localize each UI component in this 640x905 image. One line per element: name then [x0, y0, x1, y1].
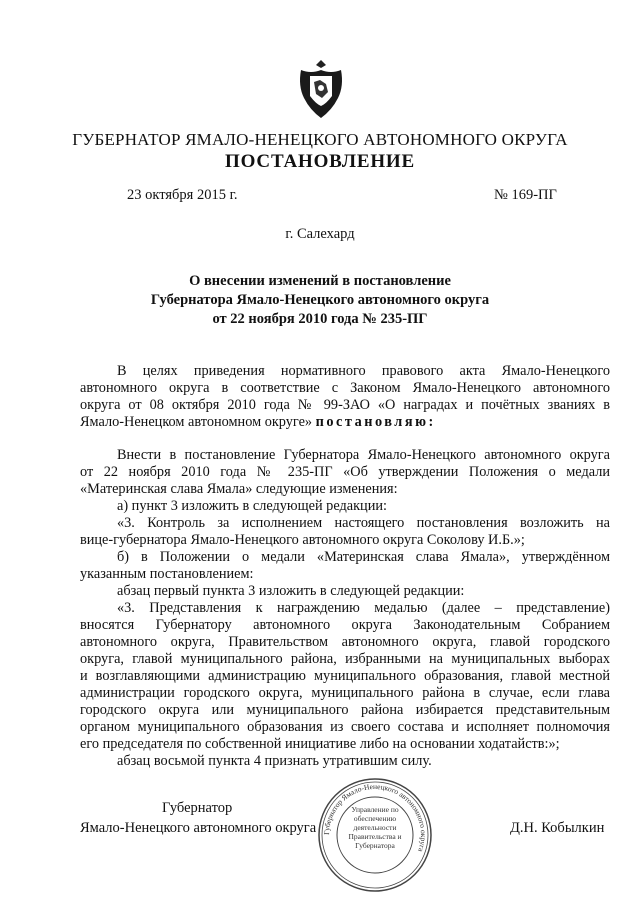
governor-title: ГУБЕРНАТОР ЯМАЛО-НЕНЕЦКОГО АВТОНОМНОГО ОКРУГА — [72, 130, 568, 149]
body-line: «3. Контроль за исполнением настоящего постановления возложить на — [117, 515, 610, 531]
body-line: Внести в постановление Губернатора Ямало-Ненецкого автономного округа — [117, 447, 610, 463]
stamp-ring-text: Губернатор Ямало-Ненецкого автономного округа — [321, 781, 429, 854]
body-line: автономного округа, Правительством автономного округа, главой городского — [80, 634, 610, 650]
body-line: и возглавляющими администрацию муниципального образования, главой местной — [80, 668, 610, 684]
document-type: ПОСТАНОВЛЕНИЕ — [225, 151, 415, 172]
document-subject — [0, 272, 640, 329]
resolution-word: постановляю: — [315, 414, 436, 430]
stamp-inner-text: Управление по обеспечению деятельности Правительства и Губернатора — [348, 805, 402, 850]
body-line: абзац восьмой пункта 4 признать утратившим силу. — [117, 753, 432, 769]
subject-line: от 22 ноября 2010 года № 235-ПГ — [212, 311, 428, 327]
preamble-line — [80, 414, 610, 431]
preamble-line: автономного округа в соответствие с Законом Ямало-Ненецкого автономного — [80, 380, 610, 396]
body-line: органом муниципального образования из своего состава и исполняет полномочия — [80, 719, 610, 735]
coat-of-arms-icon — [296, 58, 346, 120]
document-city: г. Салехард — [285, 226, 355, 242]
preamble-text: Ямало-Ненецком автономном округе» — [80, 414, 313, 430]
body-line: городского округа или муниципального района избирается представительным — [80, 702, 610, 718]
body-line: от 22 ноября 2010 года № 235-ПГ «Об утверждении Положения о медали — [80, 464, 610, 480]
document-date: 23 октября 2015 г. — [127, 187, 238, 203]
body-line: а) пункт 3 изложить в следующей редакции: — [117, 498, 387, 514]
body-line: «3. Представления к награждению медалью (далее – представление) — [117, 600, 610, 616]
signatory-role: Губернатор — [162, 800, 233, 816]
signatory-role: Ямало-Ненецкого автономного округа — [80, 820, 317, 836]
body-line: б) в Положении о медали «Материнская слава Ямала», утверждённом — [117, 549, 610, 565]
subject-line: Губернатора Ямало-Ненецкого автономного округа — [150, 292, 490, 308]
body-line: абзац первый пункта 3 изложить в следующей редакции: — [117, 583, 465, 599]
body-line: вице-губернатора Ямало-Ненецкого автономного округа Соколову И.Б.»; — [80, 532, 525, 548]
body-line: вносятся Губернатору автономного округа Законодательным Собранием — [80, 617, 610, 633]
subject-line: О внесении изменений в постановление — [189, 273, 451, 289]
preamble-line: округа от 08 октября 2010 года № 99-ЗАО «О наградах и почётных званиях в — [80, 397, 610, 413]
document-number: № 169-ПГ — [494, 187, 557, 203]
body-line: указанным постановлением: — [80, 566, 254, 582]
body-line: «Материнская слава Ямала» следующие изменения: — [80, 481, 398, 497]
preamble-line: В целях приведения нормативного правового акта Ямало-Ненецкого — [117, 363, 610, 379]
signatory-name: Д.Н. Кобылкин — [510, 820, 605, 836]
body-line: округа, главой муниципального района, избранными на муниципальных выборах — [80, 651, 610, 667]
body-line: администрации городского округа, муниципального района в случае, если глава — [80, 685, 610, 701]
body-line: его председателя по собственной инициативе либо на основании ходатайств:»; — [80, 736, 560, 752]
